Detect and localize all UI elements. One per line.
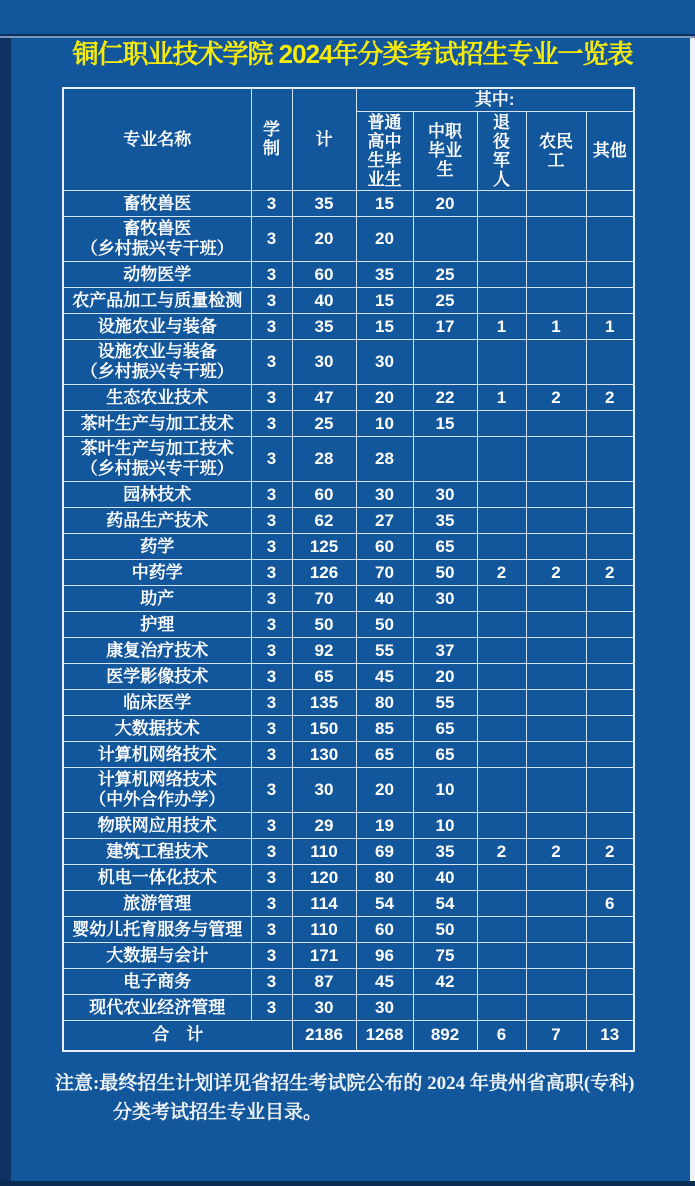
header-vocational-grads: [413, 112, 477, 191]
cell-regular-hs: 45: [356, 969, 413, 995]
cell-total: 70: [292, 586, 356, 612]
cell-total: 150: [292, 716, 356, 742]
cell-others: [586, 638, 634, 664]
cell-vocational: [413, 612, 477, 638]
cell-duration: 3: [251, 839, 292, 865]
cell-veterans: [477, 508, 526, 534]
cell-regular-hs: 15: [356, 288, 413, 314]
cell-migrant: [526, 191, 586, 217]
cell-migrant: [526, 638, 586, 664]
cell-regular-hs: 40: [356, 586, 413, 612]
table-row: [63, 742, 634, 768]
cell-duration: 3: [251, 437, 292, 482]
table-row: [63, 612, 634, 638]
cell-total: 30: [292, 995, 356, 1021]
cell-migrant: [526, 742, 586, 768]
cell-regular-hs: 80: [356, 865, 413, 891]
cell-regular-hs: 20: [356, 217, 413, 262]
cell-veterans: [477, 917, 526, 943]
cell-migrant: [526, 716, 586, 742]
cell-migrant: [526, 411, 586, 437]
cell-migrant: 2: [526, 839, 586, 865]
cell-veterans: [477, 742, 526, 768]
cell-major-name: 农产品加工与质量检测: [63, 288, 251, 314]
cell-vocational: 65: [413, 534, 477, 560]
cell-major-name: 医学影像技术: [63, 664, 251, 690]
cell-duration: 3: [251, 191, 292, 217]
cell-regular-hs: 85: [356, 716, 413, 742]
cell-duration: 3: [251, 217, 292, 262]
cell-migrant: [526, 891, 586, 917]
cell-others: [586, 917, 634, 943]
cell-total: 30: [292, 768, 356, 813]
cell-vocational: [413, 340, 477, 385]
header-migrant-workers-label: 农民工: [538, 131, 573, 170]
bottom-edge-artifact: [0, 1181, 695, 1186]
table-row: [63, 917, 634, 943]
table-row: [63, 437, 634, 482]
cell-migrant: [526, 690, 586, 716]
cell-duration: 3: [251, 638, 292, 664]
cell-regular-hs: 20: [356, 385, 413, 411]
cell-others: [586, 865, 634, 891]
cell-others: [586, 742, 634, 768]
cell-total: 65: [292, 664, 356, 690]
cell-migrant: [526, 917, 586, 943]
cell-major-name: 设施农业与装备: [63, 314, 251, 340]
cell-vocational: 25: [413, 288, 477, 314]
cell-regular-hs: 30: [356, 995, 413, 1021]
table-row: [63, 891, 634, 917]
total-veterans: 6: [477, 1021, 526, 1051]
cell-total: 35: [292, 191, 356, 217]
enrollment-table: [62, 87, 635, 1052]
table-row: [63, 340, 634, 385]
cell-veterans: [477, 612, 526, 638]
cell-major-name: 临床医学: [63, 690, 251, 716]
cell-others: 2: [586, 839, 634, 865]
table-row: [63, 664, 634, 690]
cell-vocational: 40: [413, 865, 477, 891]
cell-vocational: 30: [413, 586, 477, 612]
header-veterans-label: 退役军人: [493, 112, 510, 189]
table-row: [63, 262, 634, 288]
cell-vocational: 17: [413, 314, 477, 340]
header-veterans: [477, 112, 526, 191]
cell-others: [586, 664, 634, 690]
cell-total: 114: [292, 891, 356, 917]
table-row: [63, 508, 634, 534]
cell-duration: 3: [251, 995, 292, 1021]
header-others: 其他: [586, 112, 634, 191]
cell-regular-hs: 65: [356, 742, 413, 768]
cell-veterans: [477, 813, 526, 839]
cell-regular-hs: 19: [356, 813, 413, 839]
cell-others: [586, 482, 634, 508]
cell-regular-hs: 60: [356, 534, 413, 560]
cell-others: [586, 437, 634, 482]
cell-migrant: [526, 865, 586, 891]
cell-regular-hs: 80: [356, 690, 413, 716]
header-regular-hs-grads: [356, 112, 413, 191]
cell-major-name: 药学: [63, 534, 251, 560]
cell-major-name: 护理: [63, 612, 251, 638]
cell-veterans: [477, 891, 526, 917]
cell-duration: 3: [251, 586, 292, 612]
table-row: [63, 288, 634, 314]
cell-duration: 3: [251, 508, 292, 534]
header-total: 计: [292, 88, 356, 191]
cell-others: [586, 612, 634, 638]
table-row: [63, 191, 634, 217]
cell-migrant: [526, 217, 586, 262]
cell-vocational: 25: [413, 262, 477, 288]
cell-major-name: 建筑工程技术: [63, 839, 251, 865]
cell-vocational: 75: [413, 943, 477, 969]
cell-others: [586, 768, 634, 813]
cell-total: 50: [292, 612, 356, 638]
left-edge-artifact: [0, 34, 11, 1186]
cell-migrant: [526, 664, 586, 690]
cell-migrant: [526, 768, 586, 813]
cell-major-name: 生态农业技术: [63, 385, 251, 411]
cell-total: 35: [292, 314, 356, 340]
cell-veterans: 2: [477, 560, 526, 586]
cell-migrant: [526, 340, 586, 385]
cell-others: [586, 340, 634, 385]
cell-vocational: 35: [413, 508, 477, 534]
header-duration: [251, 88, 292, 191]
cell-migrant: [526, 482, 586, 508]
cell-others: [586, 191, 634, 217]
cell-vocational: 42: [413, 969, 477, 995]
cell-veterans: [477, 969, 526, 995]
cell-others: 2: [586, 385, 634, 411]
table-body: [63, 191, 634, 1021]
cell-veterans: [477, 638, 526, 664]
total-regular-hs: 1268: [356, 1021, 413, 1051]
table-row: [63, 482, 634, 508]
cell-total: 125: [292, 534, 356, 560]
cell-veterans: [477, 262, 526, 288]
cell-major-name: 茶叶生产与加工技术 （乡村振兴专干班）: [63, 437, 251, 482]
cell-regular-hs: 20: [356, 768, 413, 813]
top-edge-highlight: [0, 36, 695, 38]
cell-duration: 3: [251, 314, 292, 340]
header-duration-label: 学制: [263, 120, 280, 159]
cell-vocational: 50: [413, 917, 477, 943]
cell-major-name: 助产: [63, 586, 251, 612]
cell-vocational: 35: [413, 839, 477, 865]
cell-migrant: [526, 813, 586, 839]
header-vocational-grads-label: 中职毕业生: [427, 122, 462, 180]
cell-total: 20: [292, 217, 356, 262]
cell-major-name: 中药学: [63, 560, 251, 586]
cell-total: 110: [292, 917, 356, 943]
cell-regular-hs: 15: [356, 314, 413, 340]
table-row: [63, 638, 634, 664]
cell-veterans: [477, 191, 526, 217]
cell-others: 6: [586, 891, 634, 917]
table-row: [63, 586, 634, 612]
cell-vocational: 54: [413, 891, 477, 917]
cell-major-name: 物联网应用技术: [63, 813, 251, 839]
cell-major-name: 旅游管理: [63, 891, 251, 917]
cell-veterans: [477, 534, 526, 560]
cell-migrant: 1: [526, 314, 586, 340]
cell-regular-hs: 60: [356, 917, 413, 943]
table-row: [63, 385, 634, 411]
cell-migrant: 2: [526, 385, 586, 411]
cell-total: 47: [292, 385, 356, 411]
cell-veterans: [477, 690, 526, 716]
header-regular-hs-grads-label: 普通高中生毕业生: [367, 112, 402, 189]
cell-vocational: 20: [413, 664, 477, 690]
header-major-name: 专业名称: [63, 88, 251, 191]
cell-migrant: [526, 943, 586, 969]
cell-migrant: [526, 995, 586, 1021]
cell-veterans: [477, 768, 526, 813]
cell-total: 126: [292, 560, 356, 586]
cell-others: [586, 586, 634, 612]
cell-vocational: 22: [413, 385, 477, 411]
cell-major-name: 药品生产技术: [63, 508, 251, 534]
total-migrant: 7: [526, 1021, 586, 1051]
cell-vocational: 37: [413, 638, 477, 664]
cell-migrant: [526, 437, 586, 482]
cell-veterans: [477, 288, 526, 314]
cell-regular-hs: 54: [356, 891, 413, 917]
cell-total: 87: [292, 969, 356, 995]
cell-total: 171: [292, 943, 356, 969]
cell-others: [586, 995, 634, 1021]
cell-regular-hs: 30: [356, 340, 413, 385]
cell-duration: 3: [251, 482, 292, 508]
cell-others: 1: [586, 314, 634, 340]
header-migrant-workers: [526, 112, 586, 191]
cell-duration: 3: [251, 813, 292, 839]
cell-others: [586, 217, 634, 262]
cell-major-name: 机电一体化技术: [63, 865, 251, 891]
table-row: [63, 813, 634, 839]
cell-total: 40: [292, 288, 356, 314]
cell-duration: 3: [251, 612, 292, 638]
footnote: [55, 1069, 655, 1128]
cell-duration: 3: [251, 742, 292, 768]
header-row-group: [63, 88, 634, 112]
table-row: [63, 314, 634, 340]
footnote-line2: 分类考试招生专业目录。: [113, 1101, 323, 1123]
cell-others: [586, 969, 634, 995]
footnote-line1: 注意:最终招生计划详见省招生考试院公布的 2024 年贵州省高职(专科): [55, 1072, 635, 1094]
cell-major-name: 大数据技术: [63, 716, 251, 742]
cell-major-name: 康复治疗技术: [63, 638, 251, 664]
cell-major-name: 设施农业与装备 （乡村振兴专干班）: [63, 340, 251, 385]
table-row: [63, 969, 634, 995]
cell-vocational: [413, 217, 477, 262]
table-row: [63, 839, 634, 865]
table-row: [63, 768, 634, 813]
cell-regular-hs: 70: [356, 560, 413, 586]
cell-regular-hs: 55: [356, 638, 413, 664]
cell-total: 130: [292, 742, 356, 768]
cell-total: 25: [292, 411, 356, 437]
table-row: [63, 995, 634, 1021]
cell-major-name: 计算机网络技术: [63, 742, 251, 768]
cell-total: 28: [292, 437, 356, 482]
right-edge-artifact: [690, 34, 695, 1186]
cell-major-name: 现代农业经济管理: [63, 995, 251, 1021]
cell-veterans: [477, 217, 526, 262]
cell-total: 60: [292, 262, 356, 288]
cell-vocational: [413, 437, 477, 482]
cell-major-name: 电子商务: [63, 969, 251, 995]
total-sum: 2186: [292, 1021, 356, 1051]
cell-duration: 3: [251, 411, 292, 437]
cell-major-name: 计算机网络技术 （中外合作办学）: [63, 768, 251, 813]
cell-total: 110: [292, 839, 356, 865]
cell-total: 29: [292, 813, 356, 839]
cell-veterans: [477, 411, 526, 437]
cell-total: 60: [292, 482, 356, 508]
cell-veterans: [477, 664, 526, 690]
cell-vocational: 50: [413, 560, 477, 586]
cell-major-name: 动物医学: [63, 262, 251, 288]
cell-migrant: [526, 969, 586, 995]
cell-veterans: 1: [477, 385, 526, 411]
cell-regular-hs: 10: [356, 411, 413, 437]
cell-duration: 3: [251, 716, 292, 742]
cell-migrant: 2: [526, 560, 586, 586]
table-row: [63, 716, 634, 742]
cell-veterans: [477, 340, 526, 385]
cell-major-name: 畜牧兽医: [63, 191, 251, 217]
cell-duration: 3: [251, 917, 292, 943]
cell-migrant: [526, 534, 586, 560]
table-row: [63, 560, 634, 586]
cell-vocational: 10: [413, 768, 477, 813]
page-title: 铜仁职业技术学院 2024年分类考试招生专业一览表: [72, 39, 633, 69]
cell-regular-hs: 96: [356, 943, 413, 969]
cell-duration: 3: [251, 969, 292, 995]
cell-vocational: 65: [413, 742, 477, 768]
cell-others: [586, 508, 634, 534]
cell-veterans: 1: [477, 314, 526, 340]
cell-major-name: 大数据与会计: [63, 943, 251, 969]
total-vocational: 892: [413, 1021, 477, 1051]
cell-veterans: [477, 437, 526, 482]
cell-regular-hs: 50: [356, 612, 413, 638]
cell-others: [586, 716, 634, 742]
cell-vocational: 65: [413, 716, 477, 742]
cell-vocational: 10: [413, 813, 477, 839]
cell-duration: 3: [251, 943, 292, 969]
cell-others: [586, 411, 634, 437]
cell-duration: 3: [251, 288, 292, 314]
cell-regular-hs: 45: [356, 664, 413, 690]
cell-regular-hs: 27: [356, 508, 413, 534]
cell-duration: 3: [251, 560, 292, 586]
cell-migrant: [526, 586, 586, 612]
cell-others: [586, 262, 634, 288]
cell-duration: 3: [251, 891, 292, 917]
cell-total: 135: [292, 690, 356, 716]
cell-regular-hs: 28: [356, 437, 413, 482]
cell-veterans: [477, 865, 526, 891]
cell-vocational: 15: [413, 411, 477, 437]
cell-regular-hs: 69: [356, 839, 413, 865]
cell-major-name: 畜牧兽医 （乡村振兴专干班）: [63, 217, 251, 262]
table-row: [63, 217, 634, 262]
cell-migrant: [526, 262, 586, 288]
cell-duration: 3: [251, 768, 292, 813]
cell-others: [586, 288, 634, 314]
cell-others: [586, 813, 634, 839]
cell-migrant: [526, 288, 586, 314]
cell-others: [586, 534, 634, 560]
table-row: [63, 943, 634, 969]
cell-veterans: 2: [477, 839, 526, 865]
cell-duration: 3: [251, 690, 292, 716]
cell-regular-hs: 35: [356, 262, 413, 288]
cell-veterans: [477, 943, 526, 969]
cell-duration: 3: [251, 385, 292, 411]
cell-total: 30: [292, 340, 356, 385]
cell-veterans: [477, 586, 526, 612]
cell-veterans: [477, 995, 526, 1021]
table-row: [63, 690, 634, 716]
cell-vocational: 30: [413, 482, 477, 508]
cell-veterans: [477, 716, 526, 742]
cell-others: [586, 690, 634, 716]
table-row: [63, 534, 634, 560]
cell-vocational: 55: [413, 690, 477, 716]
cell-total: 92: [292, 638, 356, 664]
header-among-which: 其中:: [356, 88, 634, 112]
cell-duration: 3: [251, 865, 292, 891]
total-others: 13: [586, 1021, 634, 1051]
cell-vocational: 20: [413, 191, 477, 217]
table-row: [63, 411, 634, 437]
cell-regular-hs: 30: [356, 482, 413, 508]
table-row: [63, 865, 634, 891]
cell-duration: 3: [251, 534, 292, 560]
cell-major-name: 婴幼儿托育服务与管理: [63, 917, 251, 943]
cell-migrant: [526, 508, 586, 534]
cell-duration: 3: [251, 664, 292, 690]
cell-others: [586, 943, 634, 969]
total-row: [63, 1021, 634, 1051]
cell-total: 120: [292, 865, 356, 891]
cell-vocational: [413, 995, 477, 1021]
cell-others: 2: [586, 560, 634, 586]
cell-migrant: [526, 612, 586, 638]
cell-veterans: [477, 482, 526, 508]
cell-major-name: 茶叶生产与加工技术: [63, 411, 251, 437]
cell-duration: 3: [251, 262, 292, 288]
cell-regular-hs: 15: [356, 191, 413, 217]
cell-duration: 3: [251, 340, 292, 385]
cell-total: 62: [292, 508, 356, 534]
cell-major-name: 园林技术: [63, 482, 251, 508]
total-label: 合 计: [63, 1021, 292, 1051]
